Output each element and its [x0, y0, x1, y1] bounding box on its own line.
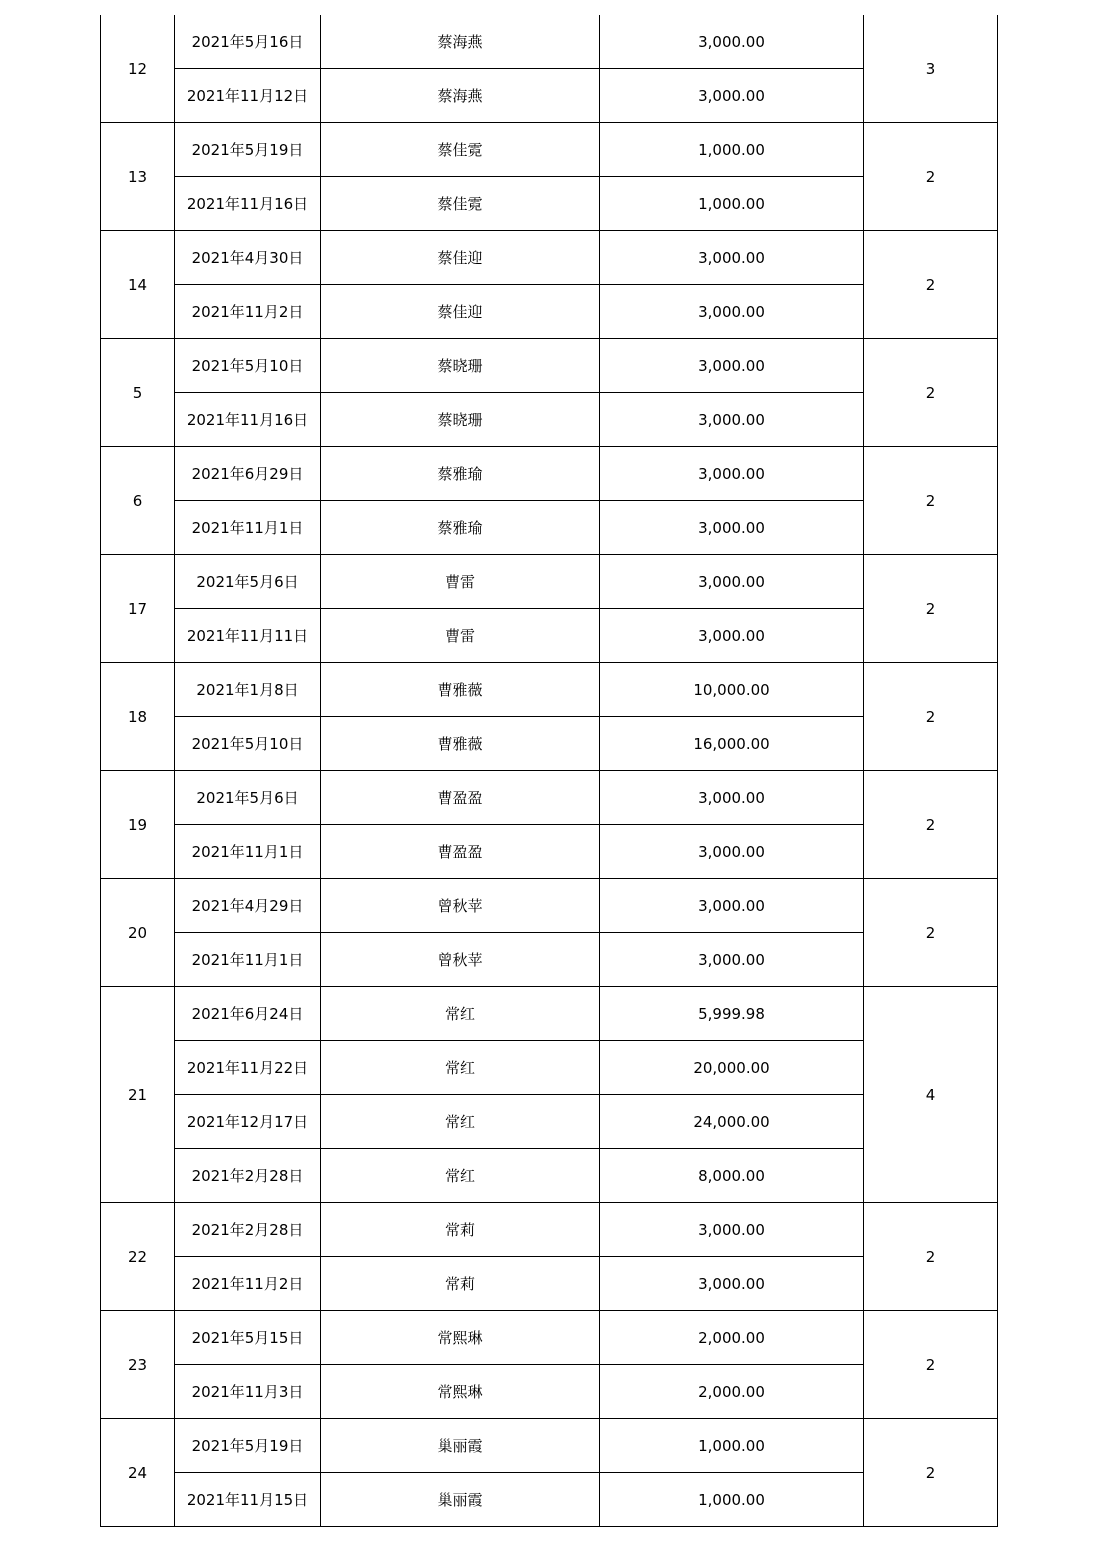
date-cell: 2021年5月15日: [175, 1311, 321, 1365]
name-cell: 蔡海燕: [321, 69, 600, 123]
amount-cell: 3,000.00: [600, 393, 864, 447]
amount-cell: 3,000.00: [600, 231, 864, 285]
amount-cell: 3,000.00: [600, 1257, 864, 1311]
amount-cell: 3,000.00: [600, 15, 864, 69]
table-row: [101, 1203, 998, 1257]
seq-cell: 24: [101, 1419, 175, 1527]
date-cell: 2021年5月19日: [175, 123, 321, 177]
name-cell: 蔡佳迎: [321, 285, 600, 339]
date-cell: 2021年5月6日: [175, 555, 321, 609]
table-row: [101, 771, 998, 825]
amount-cell: 3,000.00: [600, 825, 864, 879]
table-row: [101, 393, 998, 447]
table-row: [101, 933, 998, 987]
table-row: [101, 1095, 998, 1149]
table-row: [101, 69, 998, 123]
count-cell: 2: [864, 771, 998, 879]
count-cell: 2: [864, 663, 998, 771]
amount-cell: 3,000.00: [600, 771, 864, 825]
table-row: [101, 1473, 998, 1527]
seq-cell: 23: [101, 1311, 175, 1419]
name-cell: 蔡雅瑜: [321, 447, 600, 501]
date-cell: 2021年6月24日: [175, 987, 321, 1041]
name-cell: 蔡雅瑜: [321, 501, 600, 555]
table-row: [101, 1365, 998, 1419]
amount-cell: 3,000.00: [600, 555, 864, 609]
table-row: [101, 1419, 998, 1473]
name-cell: 巢丽霞: [321, 1419, 600, 1473]
table-row: [101, 177, 998, 231]
date-cell: 2021年6月29日: [175, 447, 321, 501]
table-row: [101, 987, 998, 1041]
date-cell: 2021年5月10日: [175, 339, 321, 393]
name-cell: 巢丽霞: [321, 1473, 600, 1527]
amount-cell: 3,000.00: [600, 1203, 864, 1257]
table-row: [101, 15, 998, 69]
seq-cell: 14: [101, 231, 175, 339]
date-cell: 2021年2月28日: [175, 1149, 321, 1203]
amount-cell: 20,000.00: [600, 1041, 864, 1095]
date-cell: 2021年11月16日: [175, 177, 321, 231]
amount-cell: 3,000.00: [600, 501, 864, 555]
amount-cell: 3,000.00: [600, 879, 864, 933]
date-cell: 2021年11月1日: [175, 933, 321, 987]
date-cell: 2021年5月16日: [175, 15, 321, 69]
amount-cell: 3,000.00: [600, 285, 864, 339]
count-cell: 2: [864, 231, 998, 339]
amount-cell: 1,000.00: [600, 123, 864, 177]
seq-cell: 12: [101, 15, 175, 123]
amount-cell: 5,999.98: [600, 987, 864, 1041]
table-row: [101, 447, 998, 501]
table-row: [101, 825, 998, 879]
date-cell: 2021年12月17日: [175, 1095, 321, 1149]
table-row: [101, 501, 998, 555]
table-row: [101, 339, 998, 393]
amount-cell: 3,000.00: [600, 609, 864, 663]
count-cell: 2: [864, 447, 998, 555]
count-cell: 2: [864, 1203, 998, 1311]
count-cell: 2: [864, 555, 998, 663]
date-cell: 2021年11月1日: [175, 501, 321, 555]
amount-cell: 1,000.00: [600, 177, 864, 231]
amount-cell: 1,000.00: [600, 1419, 864, 1473]
name-cell: 曾秋苹: [321, 933, 600, 987]
date-cell: 2021年4月29日: [175, 879, 321, 933]
name-cell: 常红: [321, 987, 600, 1041]
seq-cell: 13: [101, 123, 175, 231]
name-cell: 曹盈盈: [321, 825, 600, 879]
table-row: [101, 1311, 998, 1365]
date-cell: 2021年11月15日: [175, 1473, 321, 1527]
name-cell: 常莉: [321, 1203, 600, 1257]
amount-cell: 3,000.00: [600, 447, 864, 501]
seq-cell: 17: [101, 555, 175, 663]
amount-cell: 3,000.00: [600, 69, 864, 123]
name-cell: 蔡佳迎: [321, 231, 600, 285]
name-cell: 常红: [321, 1041, 600, 1095]
date-cell: 2021年11月11日: [175, 609, 321, 663]
count-cell: 2: [864, 1311, 998, 1419]
amount-cell: 2,000.00: [600, 1365, 864, 1419]
date-cell: 2021年11月3日: [175, 1365, 321, 1419]
count-cell: 2: [864, 1419, 998, 1527]
name-cell: 常熙琳: [321, 1311, 600, 1365]
name-cell: 常红: [321, 1095, 600, 1149]
seq-cell: 21: [101, 987, 175, 1203]
count-cell: 2: [864, 339, 998, 447]
count-cell: 3: [864, 15, 998, 123]
name-cell: 曹雅薇: [321, 663, 600, 717]
date-cell: 2021年5月10日: [175, 717, 321, 771]
date-cell: 2021年11月12日: [175, 69, 321, 123]
name-cell: 曹雷: [321, 555, 600, 609]
date-cell: 2021年5月19日: [175, 1419, 321, 1473]
name-cell: 蔡海燕: [321, 15, 600, 69]
date-cell: 2021年11月2日: [175, 285, 321, 339]
name-cell: 蔡晓珊: [321, 339, 600, 393]
date-cell: 2021年11月1日: [175, 825, 321, 879]
records-table: [100, 15, 998, 1527]
amount-cell: 2,000.00: [600, 1311, 864, 1365]
name-cell: 曾秋苹: [321, 879, 600, 933]
records-table-body: [101, 15, 998, 1527]
name-cell: 常莉: [321, 1257, 600, 1311]
table-row: [101, 1041, 998, 1095]
seq-cell: 22: [101, 1203, 175, 1311]
name-cell: 曹盈盈: [321, 771, 600, 825]
table-row: [101, 663, 998, 717]
seq-cell: 20: [101, 879, 175, 987]
amount-cell: 10,000.00: [600, 663, 864, 717]
date-cell: 2021年5月6日: [175, 771, 321, 825]
count-cell: 2: [864, 879, 998, 987]
date-cell: 2021年4月30日: [175, 231, 321, 285]
name-cell: 常红: [321, 1149, 600, 1203]
seq-cell: 19: [101, 771, 175, 879]
name-cell: 蔡佳霓: [321, 177, 600, 231]
name-cell: 常熙琳: [321, 1365, 600, 1419]
amount-cell: 3,000.00: [600, 339, 864, 393]
date-cell: 2021年11月22日: [175, 1041, 321, 1095]
count-cell: 4: [864, 987, 998, 1203]
name-cell: 蔡佳霓: [321, 123, 600, 177]
date-cell: 2021年1月8日: [175, 663, 321, 717]
table-row: [101, 1149, 998, 1203]
table-row: [101, 231, 998, 285]
name-cell: 蔡晓珊: [321, 393, 600, 447]
date-cell: 2021年11月2日: [175, 1257, 321, 1311]
table-row: [101, 879, 998, 933]
date-cell: 2021年11月16日: [175, 393, 321, 447]
amount-cell: 3,000.00: [600, 933, 864, 987]
table-row: [101, 609, 998, 663]
seq-cell: 5: [101, 339, 175, 447]
table-row: [101, 717, 998, 771]
amount-cell: 8,000.00: [600, 1149, 864, 1203]
table-row: [101, 1257, 998, 1311]
date-cell: 2021年2月28日: [175, 1203, 321, 1257]
name-cell: 曹雷: [321, 609, 600, 663]
amount-cell: 16,000.00: [600, 717, 864, 771]
seq-cell: 6: [101, 447, 175, 555]
table-row: [101, 123, 998, 177]
amount-cell: 24,000.00: [600, 1095, 864, 1149]
count-cell: 2: [864, 123, 998, 231]
table-row: [101, 285, 998, 339]
amount-cell: 1,000.00: [600, 1473, 864, 1527]
seq-cell: 18: [101, 663, 175, 771]
name-cell: 曹雅薇: [321, 717, 600, 771]
table-row: [101, 555, 998, 609]
